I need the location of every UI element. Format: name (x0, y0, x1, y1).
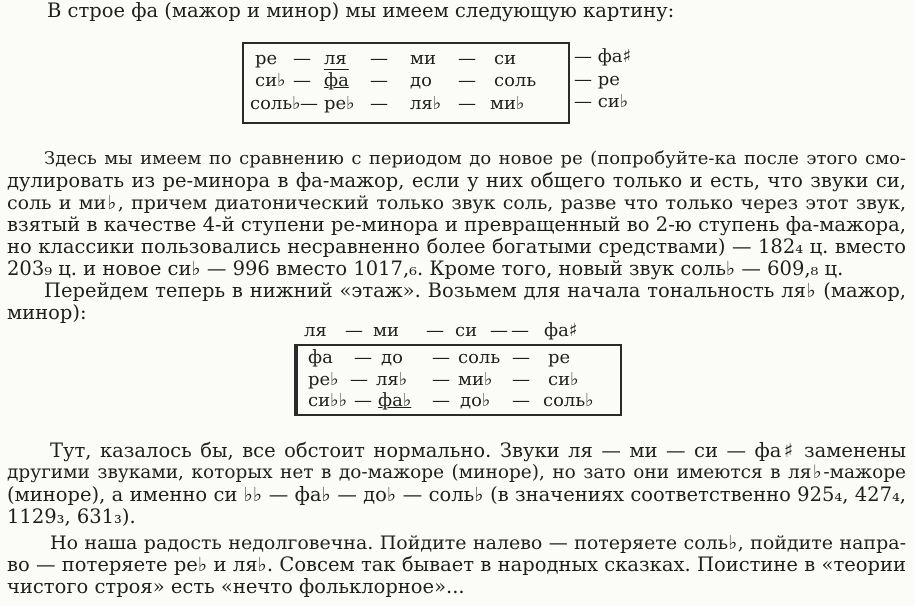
table-2-header-dash: — (511, 320, 529, 341)
table-1-dash: — (293, 70, 311, 91)
table-1-side: — фа♯ (574, 46, 632, 67)
table-1-cell: ля (324, 48, 347, 69)
table-1-side: — си♭ (574, 91, 629, 112)
table-1-cell: си♭ (255, 70, 286, 91)
paragraph-2-line: Перейдем теперь в нижний «этаж». Возьмем для начала тональность ля♭ (мажор, (44, 279, 906, 302)
paragraph-1-line: 203₉ ц. и новое си♭ — 996 вместо 1017,₆. Кроме того, новый звук соль♭ — 609,₈ ц. (7, 257, 844, 280)
table-1-cell: соль♭ (250, 93, 301, 114)
paragraph-3-line: 1129₃, 631₃). (7, 505, 136, 528)
table-1-cell: фа (324, 70, 349, 91)
table-1-cell: ми♭ (490, 93, 525, 114)
table-2-cell: ре (548, 347, 571, 368)
paragraph-1-line: Здесь мы имеем по сравнению с периодом до новое ре (попробуйте-ка после этого смо- (44, 148, 906, 169)
table-2-dash: — (512, 390, 530, 411)
table-2-header-cell: фа♯ (544, 320, 578, 341)
table-2-dash: — (432, 347, 450, 368)
table-2-cell: си♭ (548, 369, 579, 390)
paragraph-3-line: Тут, казалось бы, все обстоит нормально. Звуки ля — ми — си — фа♯ заменены (50, 439, 906, 462)
table-2-cell: ля♭ (376, 369, 408, 390)
table-1-dash: — (293, 48, 311, 69)
table-2-header-dash: — (490, 320, 508, 341)
table-1-dash: — (458, 70, 476, 91)
table-1-cell: до (410, 70, 432, 91)
table-1-cell: ми (410, 48, 436, 69)
paragraph-4-line: чистого строя» есть «нечто фольклорное»... (7, 575, 465, 598)
table-2-cell: до (381, 347, 403, 368)
paragraph-1-line: дулировать из ре-минора в фа-мажор, если у них общего только и есть, что звуки си, (7, 169, 906, 192)
table-2-dash: — (354, 390, 372, 411)
table-2-header-cell: ля (304, 320, 327, 341)
paragraph-2-line: минор): (7, 301, 87, 324)
table-1-cell: си (494, 48, 517, 69)
intro-line: В строе фа (мажор и минор) мы имеем следующую картину: (47, 0, 675, 22)
table-2-dash: — (350, 369, 368, 390)
table-1-cell: соль (494, 70, 537, 91)
table-2-header-dash: — (426, 320, 444, 341)
paragraph-4-line: Но наша радость недолговечна. Пойдите налево — потеряете соль♭, пойдите напра- (50, 532, 906, 554)
table-1-side: — ре (574, 69, 620, 90)
table-2-header-cell: ми (373, 320, 399, 341)
paragraph-3-line: (миноре), а именно си ♭♭ — фа♭ — до♭ — соль♭ (в значениях соответственно 925₄, 427₄, (7, 483, 906, 506)
paragraph-4-line: во — потеряете ре♭ и ля♭. Совсем так бывает в народных сказках. Поистине в «теории (7, 553, 906, 576)
paragraph-1-line: но классики пользовались несравненно более богатыми средствами) — 182₄ ц. вместо (7, 235, 906, 258)
table-2-dash: — (432, 369, 450, 390)
table-2-cell: фа (308, 347, 333, 368)
table-1-cell: ре♭ (324, 93, 355, 114)
table-2-dash: — (512, 369, 530, 390)
table-2-cell: фа♭ (378, 390, 412, 411)
table-1-cell: ре (255, 48, 278, 69)
table-2-cell: соль (458, 347, 501, 368)
table-2-cell: си♭♭ (308, 390, 348, 411)
table-1-dash: — (370, 70, 388, 91)
table-2-cell: ре♭ (308, 369, 339, 390)
table-2-cell: ми♭ (458, 369, 493, 390)
table-1-dash: — (458, 93, 476, 114)
table-2-dash: — (512, 347, 530, 368)
table-1-dash: — (300, 93, 318, 114)
table-1-cell: ля♭ (410, 93, 442, 114)
table-2-cell: до♭ (460, 390, 491, 411)
paragraph-1-line: соль и ми♭, причем диатонический только звук соль, разве что только через этот звук, (7, 192, 906, 214)
table-2-header-dash: — (345, 320, 363, 341)
table-1-dash: — (458, 48, 476, 69)
table-1-dash: — (370, 93, 388, 114)
paragraph-3-line: другими звуками, которых нет в до-мажоре (миноре), но зато они имеются в ля♭-мажоре (7, 462, 906, 483)
table-2-dash: — (354, 347, 372, 368)
table-1-dash: — (370, 48, 388, 69)
table-2-dash: — (432, 390, 450, 411)
paragraph-1-line: взятый в качестве 4-й ступени ре-минора и превращенный во 2-ю ступень фа-мажора, (7, 213, 906, 236)
table-2-header-cell: си (455, 320, 478, 341)
table-2-cell: соль♭ (543, 390, 594, 411)
